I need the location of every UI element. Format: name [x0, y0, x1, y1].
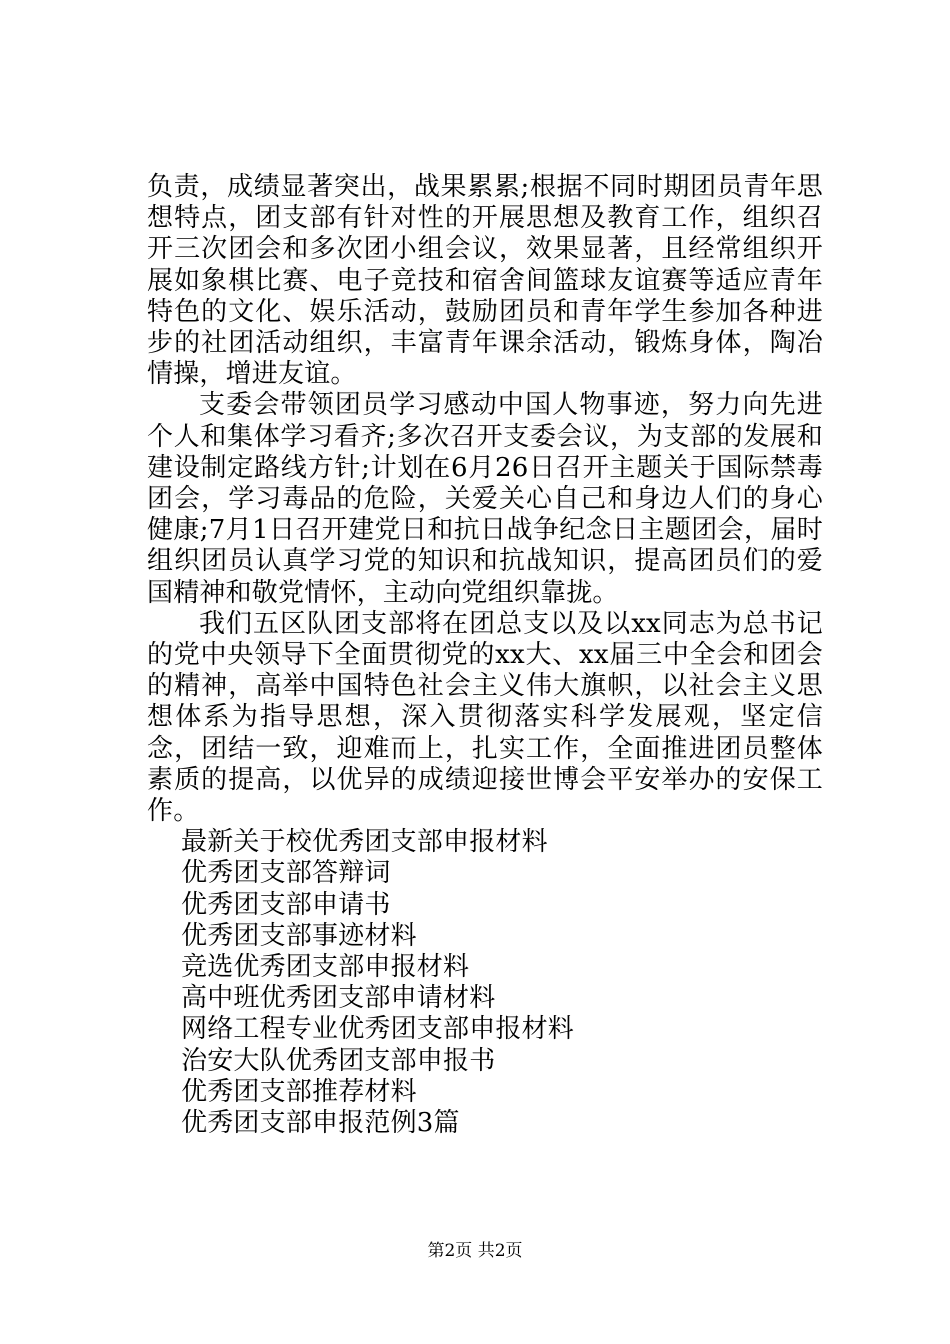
related-link[interactable]: 高中班优秀团支部申请材料: [181, 983, 496, 1014]
related-link[interactable]: 优秀团支部申报范例3篇: [181, 1108, 460, 1139]
page-footer: [0, 1240, 950, 1262]
related-links-list: [147, 827, 823, 1139]
related-link[interactable]: 优秀团支部事迹材料: [181, 920, 417, 951]
related-link[interactable]: 最新关于校优秀团支部申报材料: [181, 827, 548, 858]
related-link[interactable]: 优秀团支部推荐材料: [181, 1076, 417, 1107]
related-link[interactable]: 优秀团支部申请书: [181, 889, 391, 920]
document-body: [147, 172, 823, 1139]
related-link[interactable]: 网络工程专业优秀团支部申报材料: [181, 1014, 575, 1045]
paragraph-continued: 负责，成绩显著突出，战果累累;根据不同时期团员青年思想特点，团支部有针对性的开展思想及教育工作，组织召开三次团会和多次团小组会议，效果显著，且经常组织开展如象棋比赛、电子竞技和宿舍间篮球友谊赛等适应青年特色的文化、娱乐活动，鼓励团员和青年学生参加各种进步的社团活动组织，丰富青年课余活动，锻炼身体，陶冶情操，增进友谊。: [147, 172, 823, 390]
page-number: 第2页 共2页: [427, 1241, 523, 1261]
related-link[interactable]: 优秀团支部答辩词: [181, 858, 391, 889]
paragraph-pledge: 我们五区队团支部将在团总支以及以xx同志为总书记的党中央领导下全面贯彻党的xx大、xx届三中全会和团会的精神，高举中国特色社会主义伟大旗帜，以社会主义思想体系为指导思想，深入贯彻落实科学发展观，坚定信念，团结一致，迎难而上，扎实工作，全面推进团员整体素质的提高，以优异的成绩迎接世博会平安举办的安保工作。: [147, 608, 823, 827]
related-link[interactable]: 竞选优秀团支部申报材料: [181, 952, 470, 983]
related-link[interactable]: 治安大队优秀团支部申报书: [181, 1045, 496, 1076]
paragraph-committee: 支委会带领团员学习感动中国人物事迹，努力向先进个人和集体学习看齐;多次召开支委会议，为支部的发展和建设制定路线方针;计划在6月26日召开主题关于国际禁毒团会，学习毒品的危险，关爱关心自己和身边人们的身心健康;7月1日召开建党日和抗日战争纪念日主题团会，届时组织团员认真学习党的知识和抗战知识，提高团员们的爱国精神和敬党情怀，主动向党组织靠拢。: [147, 390, 823, 608]
